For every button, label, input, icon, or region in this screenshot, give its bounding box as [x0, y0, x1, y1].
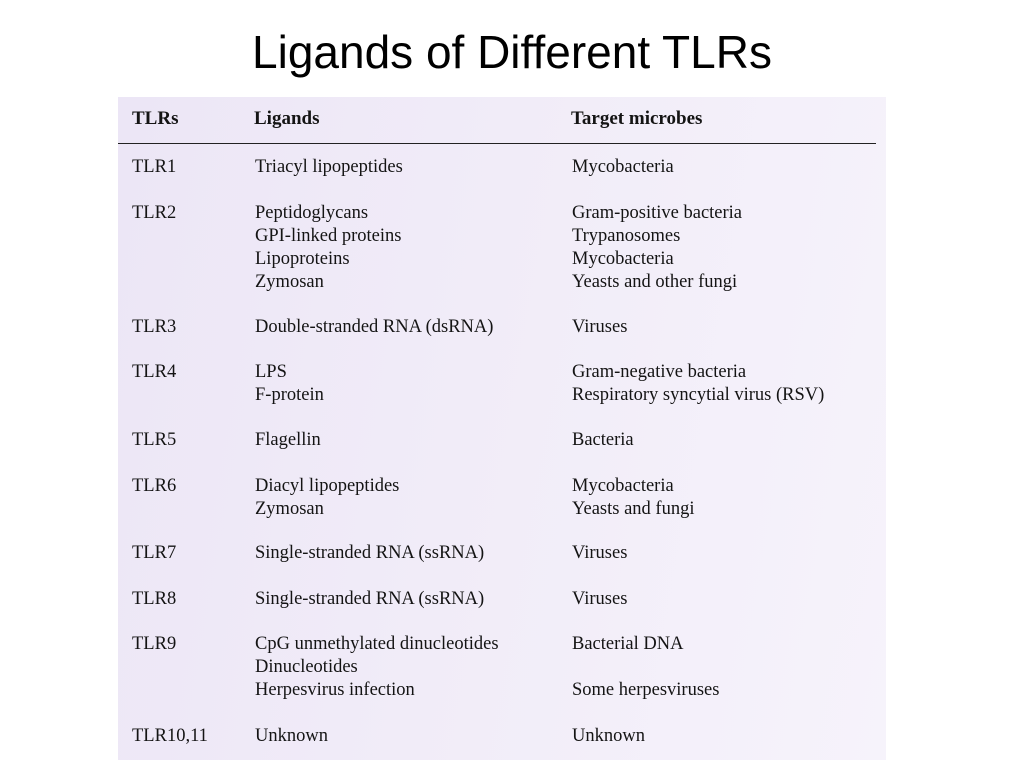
tlr-name: TLR1: [132, 157, 177, 177]
ligand: Diacyl lipopeptides: [255, 476, 400, 496]
target-microbe: Mycobacteria: [572, 157, 674, 177]
slide-title: Ligands of Different TLRs: [252, 26, 772, 78]
target-microbe: Viruses: [572, 543, 628, 563]
ligand: Zymosan: [255, 499, 324, 519]
ligand: GPI-linked proteins: [255, 226, 402, 246]
header-ligands: Ligands: [254, 108, 320, 129]
ligand: Triacyl lipopeptides: [255, 157, 403, 177]
target-microbe: Bacterial DNA: [572, 634, 684, 654]
ligand: Herpesvirus infection: [255, 680, 415, 700]
ligand: F-protein: [255, 385, 324, 405]
ligand: Flagellin: [255, 430, 321, 450]
target-microbe: Mycobacteria: [572, 249, 674, 269]
target-microbe: Trypanosomes: [572, 226, 681, 246]
target-microbe: Some herpesviruses: [572, 680, 720, 700]
ligand: LPS: [255, 362, 287, 382]
target-microbe: Viruses: [572, 317, 628, 337]
target-microbe: Bacteria: [572, 430, 634, 450]
target-microbe: Yeasts and other fungi: [572, 272, 738, 292]
header-tlrs: TLRs: [132, 108, 179, 129]
ligand: Dinucleotides: [255, 657, 358, 677]
table-image: [118, 97, 886, 760]
ligand: CpG unmethylated dinucleotides: [255, 634, 499, 654]
ligand: Zymosan: [255, 272, 324, 292]
ligand: Single-stranded RNA (ssRNA): [255, 589, 485, 609]
tlr-name: TLR6: [132, 476, 177, 496]
tlr-name: TLR7: [132, 543, 177, 563]
target-microbe: Gram-negative bacteria: [572, 362, 747, 382]
ligand: Lipoproteins: [255, 249, 350, 269]
tlr-name: TLR8: [132, 589, 177, 609]
ligand: Peptidoglycans: [255, 203, 369, 223]
tlr-name: TLR5: [132, 430, 177, 450]
target-microbe: Unknown: [572, 726, 645, 746]
tlr-name: TLR3: [132, 317, 177, 337]
ligand: Unknown: [255, 726, 328, 746]
ligand: Double-stranded RNA (dsRNA): [255, 317, 494, 337]
header-rule: [118, 143, 876, 144]
target-microbe: Respiratory syncytial virus (RSV): [572, 385, 825, 405]
target-microbe: Gram-positive bacteria: [572, 203, 743, 223]
header-target-microbes: Target microbes: [571, 108, 703, 129]
ligand: Single-stranded RNA (ssRNA): [255, 543, 485, 563]
target-microbe: Mycobacteria: [572, 476, 674, 496]
tlr-name: TLR10,11: [132, 726, 208, 746]
target-microbe: Yeasts and fungi: [572, 499, 695, 519]
tlr-name: TLR9: [132, 634, 177, 654]
target-microbe: Viruses: [572, 589, 628, 609]
tlr-name: TLR2: [132, 203, 177, 223]
tlr-name: TLR4: [132, 362, 177, 382]
